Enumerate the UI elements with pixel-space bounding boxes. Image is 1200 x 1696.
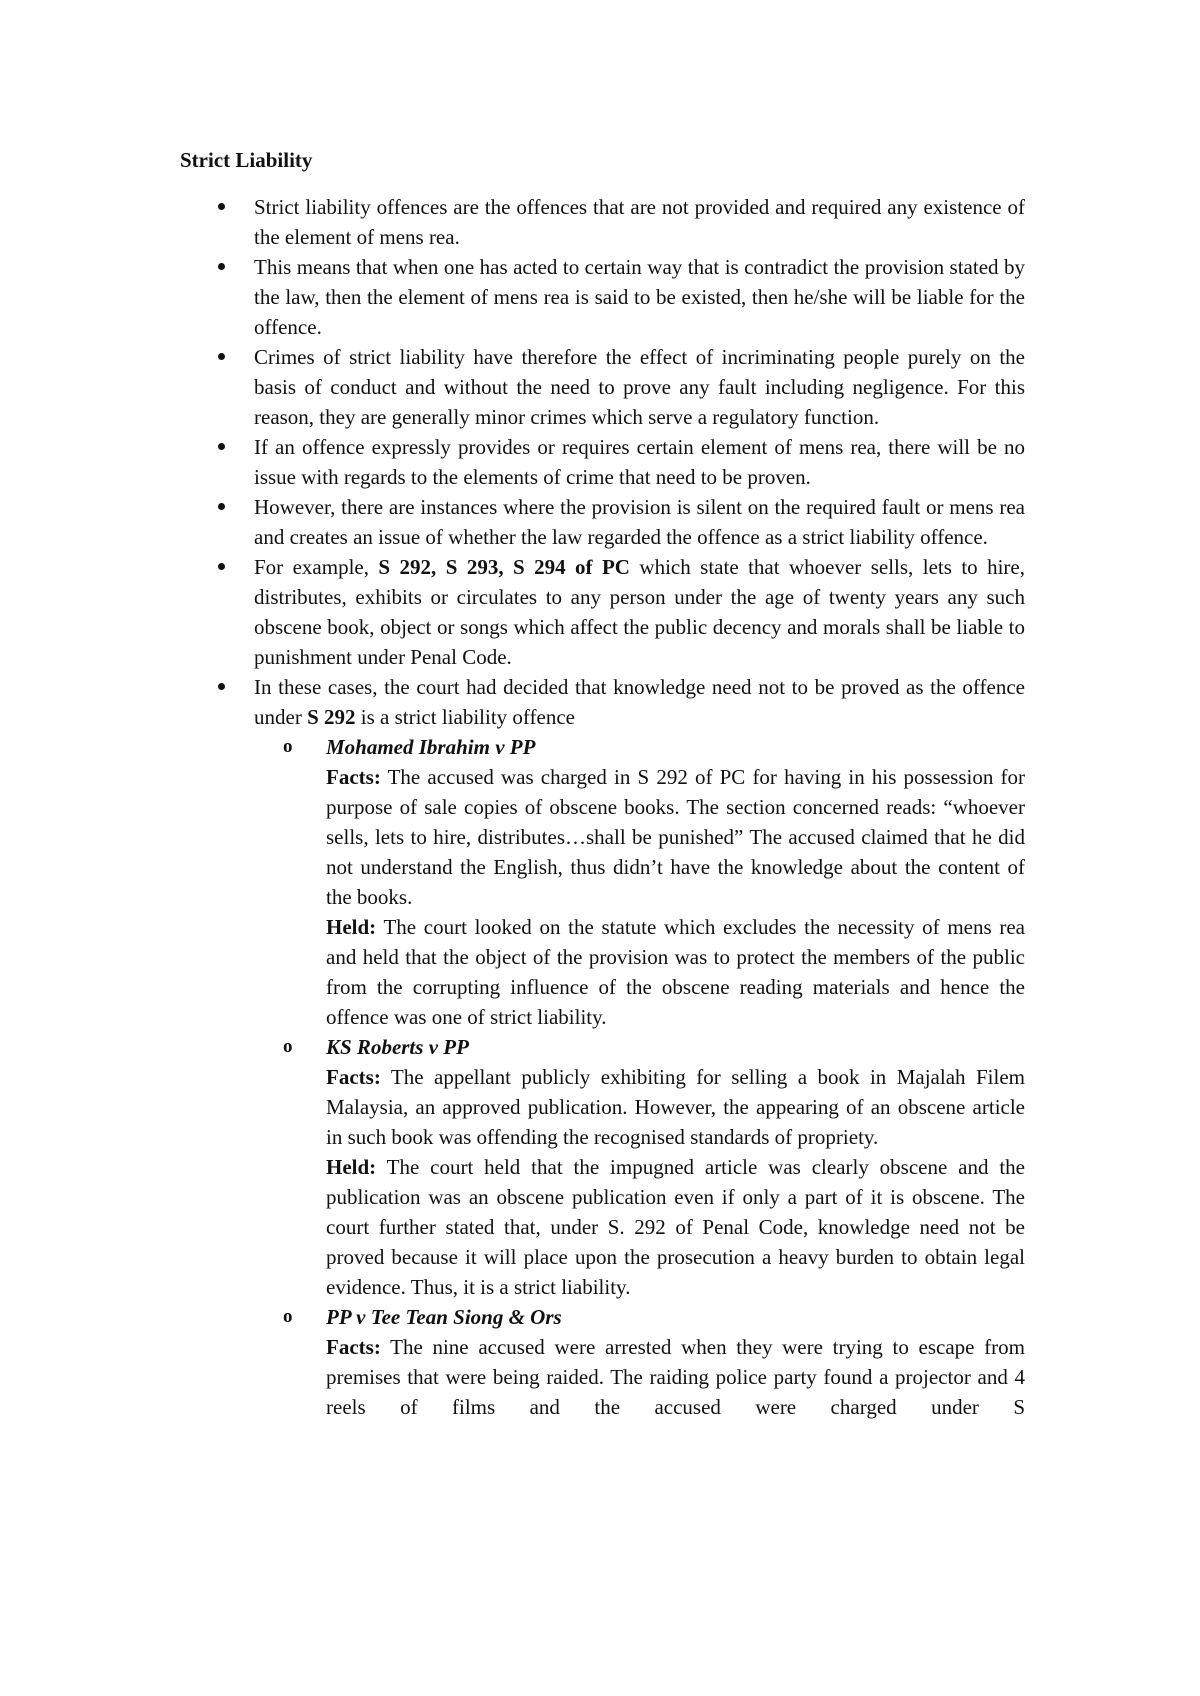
bullet-icon [218, 443, 225, 450]
case-facts [326, 1332, 1025, 1422]
bullet-text [254, 672, 1025, 732]
bullet-text [254, 552, 1025, 672]
case-name: KS Roberts v PP [326, 1035, 469, 1059]
case-item [253, 732, 1025, 1032]
facts-text: The accused was charged in S 292 of PC for having in his possession for purpose of sale copies of obscene books. The section concerned reads: “whoever sells, lets to hire, distributes…shall be punished” The accused claimed that he did not understand the English, thus didn’t have the knowledge about the content of the books. [326, 765, 1025, 909]
bullet-icon [218, 263, 225, 270]
sub-bullet-icon: o [283, 1036, 293, 1057]
case-held [326, 1152, 1025, 1302]
case-held [326, 912, 1025, 1032]
statute-reference: S 292, S 293, S 294 of PC [378, 555, 630, 579]
bullet-icon [218, 203, 225, 210]
bullet-text: This means that when one has acted to certain way that is contradict the provision stated by the law, then the element of mens rea is said to be existed, then he/she will be liable for the offence. [254, 255, 1025, 339]
facts-text: The appellant publicly exhibiting for selling a book in Majalah Filem Malaysia, an approved publication. However, the appearing of an obscene article in such book was offending the recognised standards of propriety. [326, 1065, 1025, 1149]
bullet-icon [218, 563, 225, 570]
bullet-text: Crimes of strict liability have therefore the effect of incriminating people purely on the basis of conduct and without the need to prove any fault including negligence. For this reason, they are generally minor crimes which serve a regulatory function. [254, 345, 1025, 429]
case-facts [326, 762, 1025, 912]
bullet-text: However, there are instances where the provision is silent on the required fault or mens rea and creates an issue of whether the law regarded the offence as a strict liability offence. [254, 495, 1025, 549]
facts-text: The nine accused were arrested when they were trying to escape from premises that were being raided. The raiding police party found a projector and 4 reels of films and the accused were charged under S [326, 1335, 1025, 1419]
bullet-item [180, 252, 1025, 342]
statute-reference: S 292 [307, 705, 356, 729]
bullet-icon [218, 353, 225, 360]
bullet-text-suffix: is a strict liability offence [355, 705, 575, 729]
case-item [253, 1302, 1025, 1422]
case-name: PP v Tee Tean Siong & Ors [326, 1305, 562, 1329]
case-list [254, 732, 1025, 1422]
bullet-text: Strict liability offences are the offences that are not provided and required any existence of the element of mens rea. [254, 195, 1025, 249]
bullet-item [180, 492, 1025, 552]
held-text: The court held that the impugned article was clearly obscene and the publication was an obscene publication even if only a part of it is obscene. The court further stated that, under S. 292 of Penal Code, knowledge need not be proved because it will place upon the prosecution a heavy burden to obtain legal evidence. Thus, it is a strict liability. [326, 1155, 1025, 1299]
case-name: Mohamed Ibrahim v PP [326, 735, 536, 759]
bullet-list [180, 192, 1025, 1422]
bullet-item [180, 672, 1025, 1422]
bullet-icon [218, 503, 225, 510]
bullet-text-suffix: which state that whoever sells, lets to hire, distributes, exhibits or circulates to any person under the age of twenty years any such obscene book, object or songs which affect the public decency and morals shall be liable to punishment under Penal Code. [254, 555, 1025, 669]
bullet-item [180, 552, 1025, 672]
sub-bullet-icon: o [283, 1306, 293, 1327]
facts-label: Facts: [326, 1335, 381, 1359]
facts-label: Facts: [326, 1065, 381, 1089]
page-title: Strict Liability [180, 148, 313, 172]
sub-bullet-icon: o [283, 736, 293, 757]
bullet-text: If an offence expressly provides or requires certain element of mens rea, there will be no issue with regards to the elements of crime that need to be proven. [254, 435, 1025, 489]
bullet-text-prefix: In these cases, the court had decided that knowledge need not to be proved as the offence under [254, 675, 1025, 729]
bullet-item [180, 342, 1025, 432]
case-facts [326, 1062, 1025, 1152]
held-label: Held: [326, 915, 377, 939]
bullet-item [180, 432, 1025, 492]
held-text: The court looked on the statute which excludes the necessity of mens rea and held that the object of the provision was to protect the members of the public from the corrupting influence of the obscene reading materials and hence the offence was one of strict liability. [326, 915, 1025, 1029]
bullet-text-prefix: For example, [254, 555, 379, 579]
bullet-item [180, 192, 1025, 252]
bullet-icon [218, 683, 225, 690]
facts-label: Facts: [326, 765, 381, 789]
case-item [253, 1032, 1025, 1302]
held-label: Held: [326, 1155, 377, 1179]
